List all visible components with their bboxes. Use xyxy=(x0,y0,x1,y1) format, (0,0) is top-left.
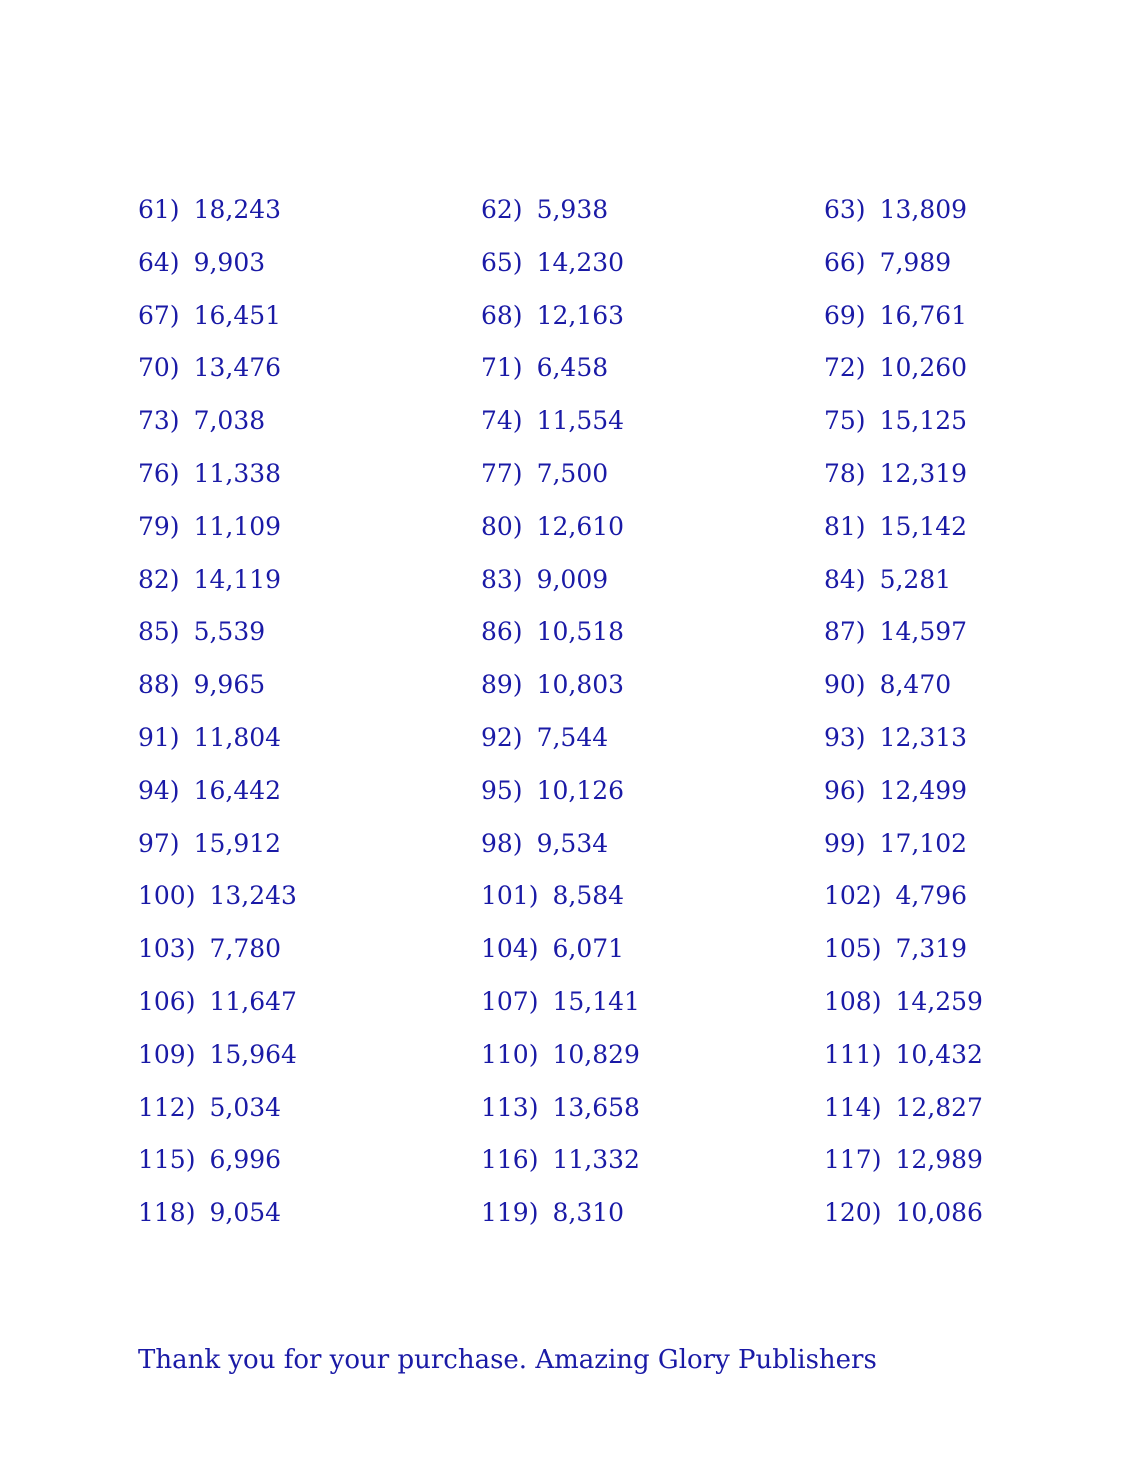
answer-number: 117) xyxy=(824,1145,882,1175)
answer-number: 87) xyxy=(824,617,866,647)
answer-number: 105) xyxy=(824,934,882,964)
answer-number: 97) xyxy=(138,828,180,858)
answer-number: 120) xyxy=(824,1198,882,1228)
answer-value: 12,827 xyxy=(895,1092,983,1122)
answer-value: 8,470 xyxy=(879,670,952,700)
answer-value: 16,442 xyxy=(193,775,282,805)
answer-item xyxy=(481,773,624,809)
answer-number: 82) xyxy=(138,564,180,594)
answer-number: 80) xyxy=(481,511,523,541)
answer-value: 15,142 xyxy=(879,511,968,541)
answer-item xyxy=(138,614,265,650)
answer-value: 9,009 xyxy=(536,564,609,594)
answer-value: 7,544 xyxy=(536,722,609,752)
answer-value: 16,451 xyxy=(193,300,282,330)
answer-number: 115) xyxy=(138,1145,196,1175)
answer-value: 8,584 xyxy=(552,881,625,911)
answer-item xyxy=(824,1090,983,1126)
answer-value: 10,086 xyxy=(895,1198,983,1228)
answer-item xyxy=(138,1037,297,1073)
answer-value: 15,912 xyxy=(193,828,282,858)
answer-value: 7,319 xyxy=(895,934,968,964)
answer-value: 15,141 xyxy=(552,986,640,1016)
answer-row xyxy=(138,1195,1038,1248)
answer-item xyxy=(481,192,608,228)
answer-value: 6,458 xyxy=(536,353,609,383)
answer-value: 12,610 xyxy=(536,511,625,541)
answer-row xyxy=(138,192,1038,245)
answer-value: 18,243 xyxy=(193,195,282,224)
answer-item xyxy=(824,614,967,650)
answer-item xyxy=(481,456,608,492)
answer-item xyxy=(824,456,967,492)
answer-value: 11,647 xyxy=(209,986,297,1016)
answer-item xyxy=(481,614,624,650)
answer-item xyxy=(138,562,281,598)
answer-item xyxy=(138,298,281,334)
answer-number: 93) xyxy=(824,722,866,752)
answer-item xyxy=(824,350,967,386)
answer-item xyxy=(824,245,951,281)
answer-item xyxy=(481,667,624,703)
answer-item xyxy=(824,298,967,334)
answer-number: 85) xyxy=(138,617,180,647)
answer-row xyxy=(138,878,1038,931)
answer-number: 88) xyxy=(138,670,180,700)
answer-item xyxy=(824,403,967,439)
answer-row xyxy=(138,1090,1038,1143)
answer-row xyxy=(138,826,1038,879)
answer-value: 16,761 xyxy=(879,300,968,330)
answer-number: 112) xyxy=(138,1092,196,1122)
answer-value: 8,310 xyxy=(552,1198,625,1228)
answer-value: 14,259 xyxy=(895,986,983,1016)
answer-row xyxy=(138,667,1038,720)
answer-number: 71) xyxy=(481,353,523,383)
answer-number: 90) xyxy=(824,670,866,700)
answer-number: 94) xyxy=(138,775,180,805)
answer-number: 86) xyxy=(481,617,523,647)
answer-key-grid xyxy=(138,192,1038,1248)
answer-number: 77) xyxy=(481,458,523,488)
answer-item xyxy=(824,1142,983,1178)
answer-number: 79) xyxy=(138,511,180,541)
answer-item xyxy=(138,984,297,1020)
answer-value: 13,476 xyxy=(193,353,282,383)
answer-value: 15,964 xyxy=(209,1039,297,1069)
answer-item xyxy=(138,773,281,809)
answer-row xyxy=(138,720,1038,773)
answer-item xyxy=(481,720,608,756)
answer-item xyxy=(824,192,967,228)
answer-value: 11,109 xyxy=(193,511,282,541)
answer-item xyxy=(481,878,624,914)
answer-number: 109) xyxy=(138,1039,196,1069)
answer-number: 107) xyxy=(481,986,539,1016)
answer-value: 10,260 xyxy=(879,353,968,383)
answer-item xyxy=(824,720,967,756)
answer-item xyxy=(824,773,967,809)
answer-item xyxy=(481,350,608,386)
answer-row xyxy=(138,614,1038,667)
answer-value: 11,804 xyxy=(193,722,282,752)
answer-value: 12,319 xyxy=(879,458,968,488)
answer-value: 13,809 xyxy=(879,195,968,224)
answer-item xyxy=(824,1195,983,1231)
answer-item xyxy=(481,1090,640,1126)
answer-item xyxy=(481,1037,640,1073)
answer-item xyxy=(824,878,967,914)
answer-item xyxy=(138,1142,281,1178)
answer-value: 10,518 xyxy=(536,617,625,647)
answer-item xyxy=(481,245,624,281)
answer-number: 100) xyxy=(138,881,196,911)
answer-item xyxy=(481,509,624,545)
answer-row xyxy=(138,509,1038,562)
answer-number: 103) xyxy=(138,934,196,964)
answer-item xyxy=(481,826,608,862)
answer-item xyxy=(138,878,297,914)
answer-value: 13,243 xyxy=(209,881,297,911)
answer-number: 113) xyxy=(481,1092,539,1122)
answer-number: 76) xyxy=(138,458,180,488)
answer-item xyxy=(138,826,281,862)
answer-item xyxy=(138,192,281,228)
answer-row xyxy=(138,1037,1038,1090)
answer-item xyxy=(481,403,624,439)
answer-value: 17,102 xyxy=(879,828,968,858)
answer-number: 98) xyxy=(481,828,523,858)
answer-item xyxy=(138,667,265,703)
answer-item xyxy=(481,1142,640,1178)
answer-number: 111) xyxy=(824,1039,882,1069)
answer-number: 119) xyxy=(481,1198,539,1228)
answer-item xyxy=(481,298,624,334)
answer-row xyxy=(138,773,1038,826)
answer-number: 69) xyxy=(824,300,866,330)
answer-value: 15,125 xyxy=(879,406,968,436)
answer-value: 11,338 xyxy=(193,458,282,488)
answer-number: 104) xyxy=(481,934,539,964)
answer-value: 6,071 xyxy=(552,934,625,964)
answer-item xyxy=(824,826,967,862)
answer-item xyxy=(824,984,983,1020)
answer-item xyxy=(138,1090,281,1126)
answer-row xyxy=(138,984,1038,1037)
answer-number: 116) xyxy=(481,1145,539,1175)
answer-value: 9,054 xyxy=(209,1198,282,1228)
answer-number: 81) xyxy=(824,511,866,541)
answer-item xyxy=(824,667,951,703)
answer-item xyxy=(138,245,265,281)
answer-value: 14,119 xyxy=(193,564,282,594)
answer-value: 12,163 xyxy=(536,300,625,330)
answer-value: 5,938 xyxy=(536,195,609,224)
answer-value: 5,034 xyxy=(209,1092,282,1122)
answer-number: 101) xyxy=(481,881,539,911)
answer-value: 10,126 xyxy=(536,775,625,805)
answer-row xyxy=(138,350,1038,403)
answer-row xyxy=(138,403,1038,456)
answer-value: 9,965 xyxy=(193,670,266,700)
answer-value: 13,658 xyxy=(552,1092,640,1122)
answer-number: 110) xyxy=(481,1039,539,1069)
answer-value: 10,829 xyxy=(552,1039,640,1069)
answer-number: 91) xyxy=(138,722,180,752)
answer-number: 70) xyxy=(138,353,180,383)
answer-item xyxy=(481,931,624,967)
answer-value: 7,038 xyxy=(193,406,266,436)
answer-value: 4,796 xyxy=(895,881,968,911)
answer-number: 65) xyxy=(481,247,523,277)
answer-row xyxy=(138,456,1038,509)
answer-item xyxy=(138,931,281,967)
answer-value: 10,803 xyxy=(536,670,625,700)
answer-row xyxy=(138,562,1038,615)
answer-number: 75) xyxy=(824,406,866,436)
answer-item xyxy=(138,720,281,756)
answer-item xyxy=(138,403,265,439)
answer-row xyxy=(138,931,1038,984)
answer-row xyxy=(138,298,1038,351)
answer-value: 12,989 xyxy=(895,1145,983,1175)
answer-value: 11,332 xyxy=(552,1145,640,1175)
answer-value: 11,554 xyxy=(536,406,625,436)
answer-value: 14,230 xyxy=(536,247,625,277)
answer-value: 7,780 xyxy=(209,934,282,964)
answer-row xyxy=(138,1142,1038,1195)
answer-value: 9,903 xyxy=(193,247,266,277)
answer-number: 114) xyxy=(824,1092,882,1122)
answer-number: 106) xyxy=(138,986,196,1016)
answer-number: 118) xyxy=(138,1198,196,1228)
answer-value: 5,281 xyxy=(879,564,952,594)
answer-item xyxy=(824,509,967,545)
answer-number: 96) xyxy=(824,775,866,805)
answer-row xyxy=(138,245,1038,298)
answer-number: 102) xyxy=(824,881,882,911)
answer-item xyxy=(824,562,951,598)
footer-thank-you: Thank you for your purchase. Amazing Glory Publishers xyxy=(138,1345,877,1375)
answer-number: 67) xyxy=(138,300,180,330)
answer-number: 64) xyxy=(138,247,180,277)
answer-value: 12,499 xyxy=(879,775,968,805)
answer-item xyxy=(138,456,281,492)
answer-number: 72) xyxy=(824,353,866,383)
answer-value: 14,597 xyxy=(879,617,968,647)
answer-number: 92) xyxy=(481,722,523,752)
answer-number: 66) xyxy=(824,247,866,277)
answer-value: 7,500 xyxy=(536,458,609,488)
answer-number: 78) xyxy=(824,458,866,488)
answer-number: 74) xyxy=(481,406,523,436)
answer-number: 84) xyxy=(824,564,866,594)
answer-number: 62) xyxy=(481,195,523,224)
answer-number: 95) xyxy=(481,775,523,805)
answer-number: 108) xyxy=(824,986,882,1016)
answer-item xyxy=(138,350,281,386)
answer-item xyxy=(481,984,640,1020)
answer-number: 99) xyxy=(824,828,866,858)
answer-number: 83) xyxy=(481,564,523,594)
answer-item xyxy=(138,1195,281,1231)
answer-value: 6,996 xyxy=(209,1145,282,1175)
answer-value: 5,539 xyxy=(193,617,266,647)
answer-item xyxy=(481,1195,624,1231)
answer-item xyxy=(138,509,281,545)
answer-number: 63) xyxy=(824,195,866,224)
answer-value: 7,989 xyxy=(879,247,952,277)
answer-value: 12,313 xyxy=(879,722,968,752)
answer-number: 61) xyxy=(138,195,180,224)
answer-item xyxy=(824,1037,983,1073)
answer-item xyxy=(824,931,967,967)
answer-value: 10,432 xyxy=(895,1039,983,1069)
answer-value: 9,534 xyxy=(536,828,609,858)
answer-number: 73) xyxy=(138,406,180,436)
answer-item xyxy=(481,562,608,598)
answer-number: 89) xyxy=(481,670,523,700)
answer-number: 68) xyxy=(481,300,523,330)
